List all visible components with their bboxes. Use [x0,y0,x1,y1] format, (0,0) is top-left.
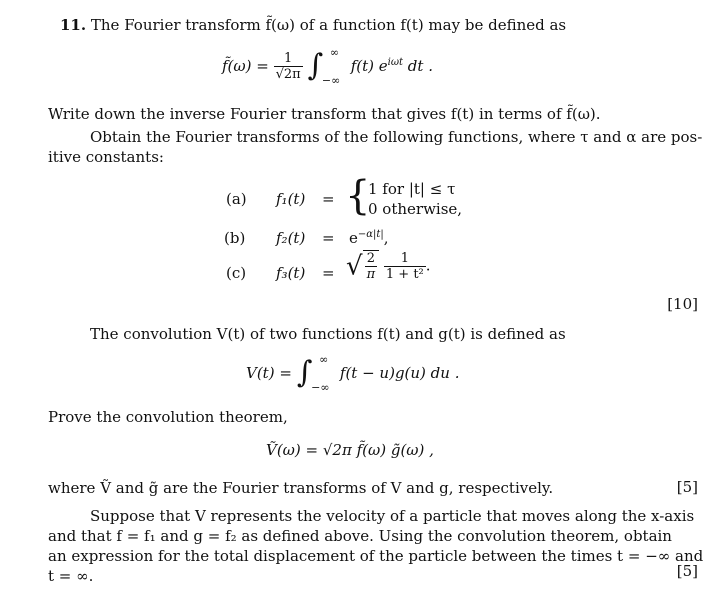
mark-second-part: [5] [676,478,698,496]
part-a-equals: = [322,190,335,208]
mark-third-part: [5] [676,562,698,580]
part-b-function: f₂(t) [276,229,306,247]
part-b-tail: , [383,229,389,247]
cases-brace: { [345,173,371,219]
convolution-definition-text: The convolution V(t) of two functions f(t) and g(t) is defined as [90,325,566,343]
inverse-transform-instruction: Write down the inverse Fourier transform that gives f(t) in terms of f̃(ω). [48,105,601,123]
part-c-sqrt-num: 2 [365,251,378,267]
obtain-instruction-line1: Obtain the Fourier transforms of the following functions, where τ and α are pos- [90,128,703,146]
part-c-function: f₃(t) [276,264,306,282]
where-text: where Ṽ and g̃ are the Fourier transforms of V and g, respectively. [48,479,554,497]
part-a-case1: 1 for |t| ≤ τ [368,180,456,198]
eq2-upper-limit: ∞ [319,353,329,366]
question-intro-line [60,15,566,35]
convolution-equation [246,354,459,394]
part-a-label: (a) [226,190,247,208]
suppose-line-1: Suppose that V represents the velocity of a particle that moves along the x-axis [90,507,695,525]
part-c-frac-num: 1 [384,251,426,267]
sqrt-sign: √ [346,251,363,282]
part-c-tail: . [425,256,431,275]
question-number: 11. [60,16,87,34]
part-b-label: (b) [224,229,246,247]
eq1-lower-limit: −∞ [321,74,341,87]
integral-sign: ∫ [307,48,324,83]
part-c-label: (c) [226,264,247,282]
eq2-integrand: f(t − u)g(u) du . [339,364,460,382]
part-c-frac-den: 1 + t² [385,266,424,282]
part-b-value [349,229,389,247]
suppose-line-3: an expression for the total displacement of the particle between the times t = −∞ and [48,547,704,565]
eq1-lhs: f̃(ω) = [222,57,269,75]
part-b-exponent: −α|t| [357,229,384,240]
eq1-coef-den: √2π [275,67,301,82]
suppose-line-4: t = ∞. [48,567,94,585]
eq1-limits [321,46,346,87]
part-c-sqrt-den: π [366,267,376,282]
eq1-integrand: f(t) e [350,57,388,75]
convolution-theorem-equation: Ṽ(ω) = √2π f̃(ω) g̃(ω) , [266,441,434,459]
eq2-lower-limit: −∞ [311,381,330,394]
part-b-equals: = [322,229,335,247]
part-c-sqrt-fraction [363,250,380,283]
integral-sign: ∫ [296,355,313,390]
part-c-value [346,250,431,283]
obtain-instruction-line2: itive constants: [48,148,164,166]
mark-first-part: [10] [667,295,698,313]
part-a-case2: 0 otherwise, [368,200,463,218]
part-c-fraction [384,251,426,283]
eq1-coef-num: 1 [274,51,303,67]
eq2-lhs: V(t) = [246,364,292,382]
prove-instruction: Prove the convolution theorem, [48,408,288,426]
part-b-base: e [349,229,358,247]
eq1-coefficient [274,51,303,83]
part-c-equals: = [322,264,335,282]
fourier-definition-equation [222,47,433,87]
question-intro: The Fourier transform f̃(ω) of a function f(t) may be defined as [90,16,567,34]
eq1-exponent: iωt [387,57,404,68]
eq1-tail: dt . [407,57,433,75]
eq2-limits [311,353,335,394]
part-a-function: f₁(t) [276,190,306,208]
suppose-line-2: and that f = f₁ and g = f₂ as defined above. Using the convolution theorem, obtain [48,527,672,545]
eq1-upper-limit: ∞ [329,46,340,59]
